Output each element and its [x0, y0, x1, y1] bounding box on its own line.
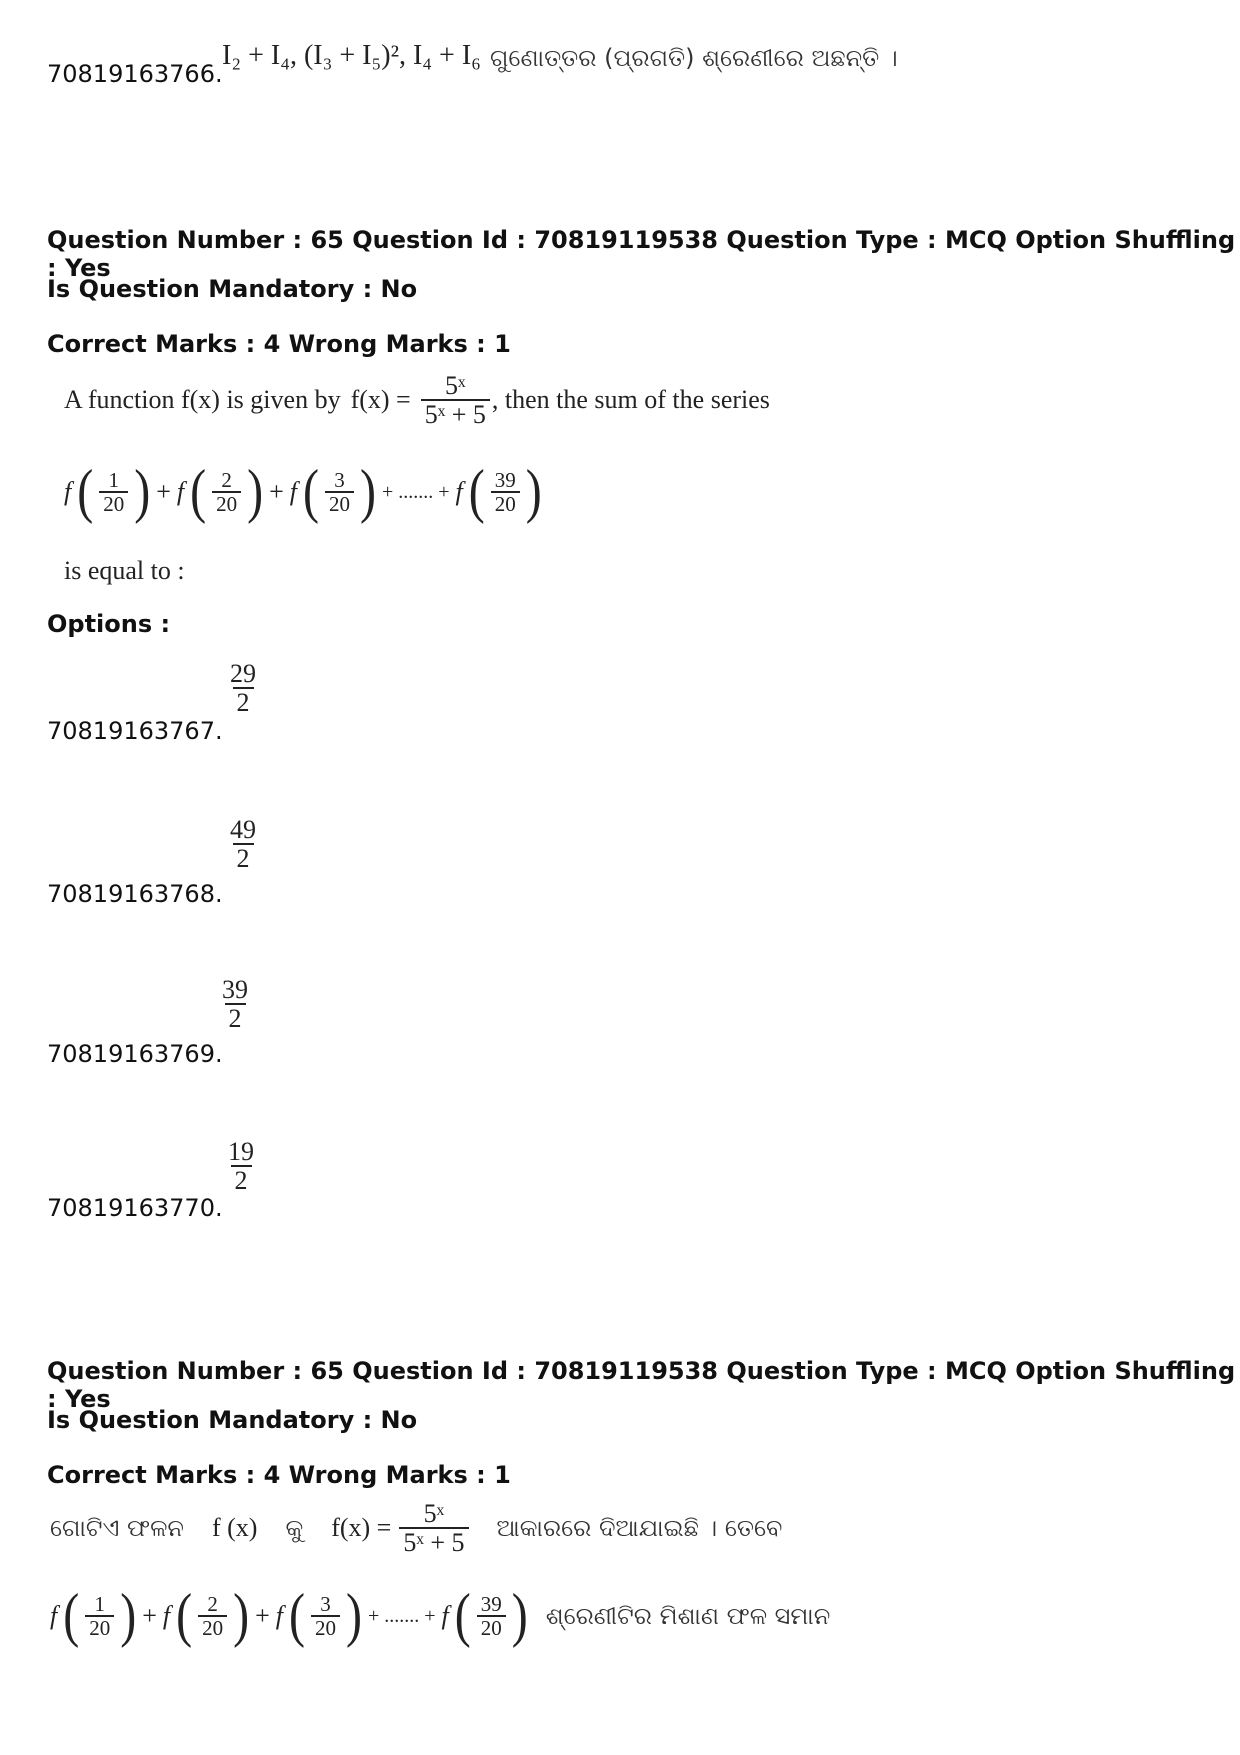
q2-function-fraction — [399, 1500, 468, 1557]
series-term-last — [491, 469, 520, 515]
q2-series-term-1-num: 1 — [94, 1591, 105, 1616]
series-term-last-den: 20 — [491, 491, 520, 515]
option-4-den: 2 — [231, 1165, 252, 1194]
q2-series-term-last-num: 39 — [480, 1591, 502, 1616]
prev-option-odia-text: ଗୁଣୋତ୍ତର (ପ୍ରଗତି) ଶ୍ରେଣୀରେ ଅଛନ୍ତି । — [490, 44, 898, 72]
q2-fraction-numerator: 5ˣ — [423, 1499, 445, 1528]
q2-series-ellipsis: + ....... + — [367, 1604, 436, 1627]
option-2-value — [226, 816, 260, 873]
series-ellipsis: + ....... + — [381, 480, 450, 503]
q1-statement — [64, 372, 770, 429]
series-plus: + — [269, 477, 284, 506]
q2-series-term-1-den: 20 — [85, 1615, 114, 1639]
q2-statement — [50, 1500, 782, 1557]
series-term-3-den: 20 — [325, 491, 354, 515]
q2-mandatory: Is Question Mandatory : No — [47, 1406, 418, 1434]
q1-function-fraction — [421, 372, 490, 429]
q2-odia-b: ଆକାରରେ ଦିଆଯାଇଛି । ତେବେ — [496, 1514, 783, 1543]
options-label: Options : — [47, 610, 171, 638]
option-3-id: 70819163769. — [47, 1040, 223, 1068]
option-2-den: 2 — [233, 843, 254, 872]
q1-text-b: , then the sum of the series — [491, 385, 770, 415]
option-1-id: 70819163767. — [47, 717, 223, 745]
series-term-1-num: 1 — [108, 467, 119, 492]
prev-option-id: 70819163766. — [47, 60, 223, 88]
option-4-id: 70819163770. — [47, 1194, 223, 1222]
q2-fx-plain: f (x) — [211, 1513, 258, 1543]
q1-fraction-numerator: 5ˣ — [445, 371, 466, 400]
option-1-num: 29 — [230, 659, 256, 688]
q2-series-term-2-num: 2 — [207, 1591, 218, 1616]
series-term-2-num: 2 — [221, 467, 232, 492]
q1-text-a: A function f(x) is given by — [64, 385, 341, 415]
series-f: f — [64, 477, 72, 506]
option-2-id: 70819163768. — [47, 880, 223, 908]
q2-series-term-3-num: 3 — [320, 1591, 331, 1616]
q2-series-plus: + — [142, 1601, 157, 1630]
option-3-num: 39 — [222, 975, 248, 1004]
q2-series-f: f — [162, 1601, 171, 1630]
q2-function — [331, 1500, 468, 1557]
q1-mandatory: Is Question Mandatory : No — [47, 275, 418, 303]
series-term-1-den: 20 — [99, 491, 128, 515]
q2-series-term-1 — [85, 1593, 114, 1639]
q2-marks: Correct Marks : 4 Wrong Marks : 1 — [47, 1461, 511, 1489]
q2-series-term-last-den: 20 — [477, 1615, 506, 1639]
option-3-value — [218, 976, 252, 1033]
q2-series: f ( $\frac{1}{20}$ ) + f ( $\frac{2}{20}$ ) + f ( $\frac{3}{20}$ ) + ....... + f ( $\frac{39}{20}$ ) ଶ୍ରେଣୀଟିର ମିଶାଣ ଫଳ ସମାନ — [50, 1582, 831, 1649]
q2-fx: f(x) = — [331, 1513, 392, 1543]
series-term-2-den: 20 — [212, 491, 241, 515]
q1-fraction-denominator: 5ˣ + 5 — [421, 399, 490, 428]
q2-odia-a: ଗୋଟିଏ ଫଳନ — [50, 1514, 184, 1543]
q1-series: f ( $\frac{1}{20}$ ) + f ( $\frac{2}{20}$ ) + f ( $\frac{3}{20}$ ) + ....... + f ( $\frac{39}{20}$ ) — [64, 458, 542, 525]
q2-fraction-denominator: 5ˣ + 5 — [399, 1527, 468, 1556]
q2-odia-c: ଶ୍ରେଣୀଟିର ମିଶାଣ ଫଳ ସମାନ — [545, 1602, 831, 1630]
option-1-value — [226, 660, 260, 717]
series-f: f — [289, 477, 297, 506]
q2-series-term-3-den: 20 — [311, 1615, 340, 1639]
q1-marks: Correct Marks : 4 Wrong Marks : 1 — [47, 330, 511, 358]
q1-header-line: Question Number : 65 Question Id : 70819119538 Question Type : MCQ Option Shuffling : Yes — [47, 226, 1236, 282]
q2-series-plus: + — [255, 1601, 270, 1630]
series-term-1 — [99, 469, 128, 515]
series-term-last-num: 39 — [494, 467, 516, 492]
series-f: f — [176, 477, 185, 506]
series-term-3 — [325, 469, 354, 515]
series-term-3-num: 3 — [334, 467, 345, 492]
q2-odia-ku: କୁ — [285, 1514, 304, 1543]
q1-fx: f(x) = — [350, 385, 411, 415]
option-4-num: 19 — [228, 1137, 254, 1166]
q1-text-c: is equal to : — [64, 556, 185, 585]
series-term-2 — [212, 469, 241, 515]
series-f: f — [455, 477, 463, 506]
option-4-value — [224, 1138, 258, 1195]
q2-series-f: f — [275, 1601, 283, 1630]
q2-series-f: f — [441, 1601, 449, 1630]
q2-series-term-3 — [311, 1593, 340, 1639]
option-2-num: 49 — [230, 815, 256, 844]
q2-series-term-2-den: 20 — [198, 1615, 227, 1639]
q2-series-f: f — [50, 1601, 58, 1630]
option-1-den: 2 — [233, 687, 254, 716]
prev-option-expression: I₂ + I₄, (I₃ + I₅)², I₄ + I₆ — [222, 40, 481, 71]
q2-series-term-last — [477, 1593, 506, 1639]
option-3-den: 2 — [225, 1003, 246, 1032]
q2-series-term-2 — [198, 1593, 227, 1639]
q2-header-line: Question Number : 65 Question Id : 70819119538 Question Type : MCQ Option Shuffling : Yes — [47, 1357, 1236, 1413]
series-plus: + — [156, 477, 171, 506]
